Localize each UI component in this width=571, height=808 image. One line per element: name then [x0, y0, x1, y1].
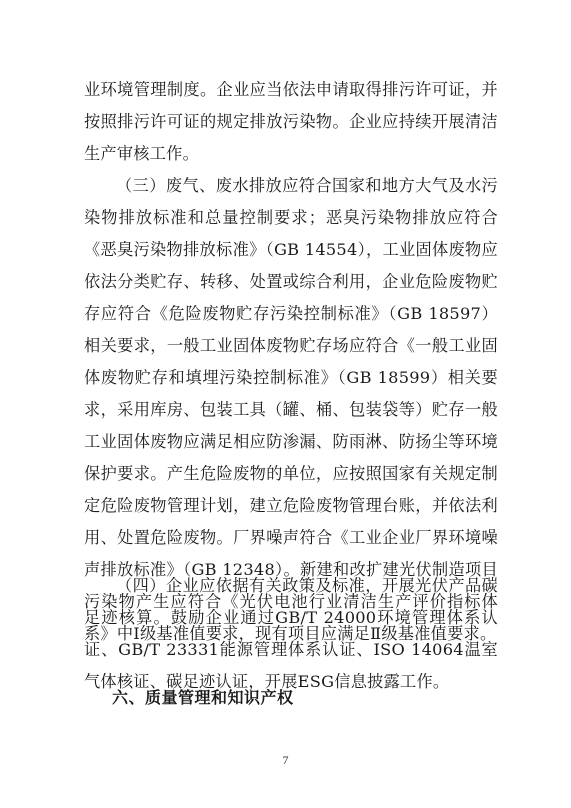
paragraph-carbon-footprint: （四）企业应依据有关政策及标准，开展光伏产品碳足迹核算。鼓励企业通过GB/T 24000环境管理体系认证、GB/T 23331能源管理体系认证、ISO 14064温室气体核证、碳足迹认证，开展ESG信息披露工作。 [84, 576, 498, 691]
section-heading: 六、质量管理和知识产权 [112, 688, 294, 707]
paragraph-continuation: 业环境管理制度。企业应当依法申请取得排污许可证，并按照排污许可证的规定排放污染物。企业应持续开展清洁生产审核工作。 [84, 80, 498, 163]
paragraph-emissions-standards: （三）废气、废水排放应符合国家和地方大气及水污染物排放标准和总量控制要求；恶臭污染物排放应符合《恶臭污染物排放标准》（GB 14554），工业固体废物应依法分类贮存、转移、处置或综合利用，企业危险废物贮存应符合《危险废物贮存污染控制标准》（GB 18597）相关要求，一般工业固体废物贮存场应符合《一般工业固体废物贮存和填埋污染控制标准》（GB 18599）相关要求，采用库房、包装工具（罐、桶、包装袋等）贮存一般工业固体废物应满足相应防渗漏、防雨淋、防扬尘等环境保护要求。产生危险废物的单位，应按照国家有关规定制定危险废物管理计划，建立危险废物管理台账，并依法利用、处置危险废物。厂界噪声符合《工业企业厂界环境噪声排放标准》（GB 12348）。新建和改扩建光伏制造项目污染物产生应符合《光伏电池行业清洁生产评价指标体系》中Ⅰ级基准值要求，现有项目应满足Ⅱ级基准值要求。 [84, 176, 498, 643]
page-number: 7 [282, 753, 289, 767]
